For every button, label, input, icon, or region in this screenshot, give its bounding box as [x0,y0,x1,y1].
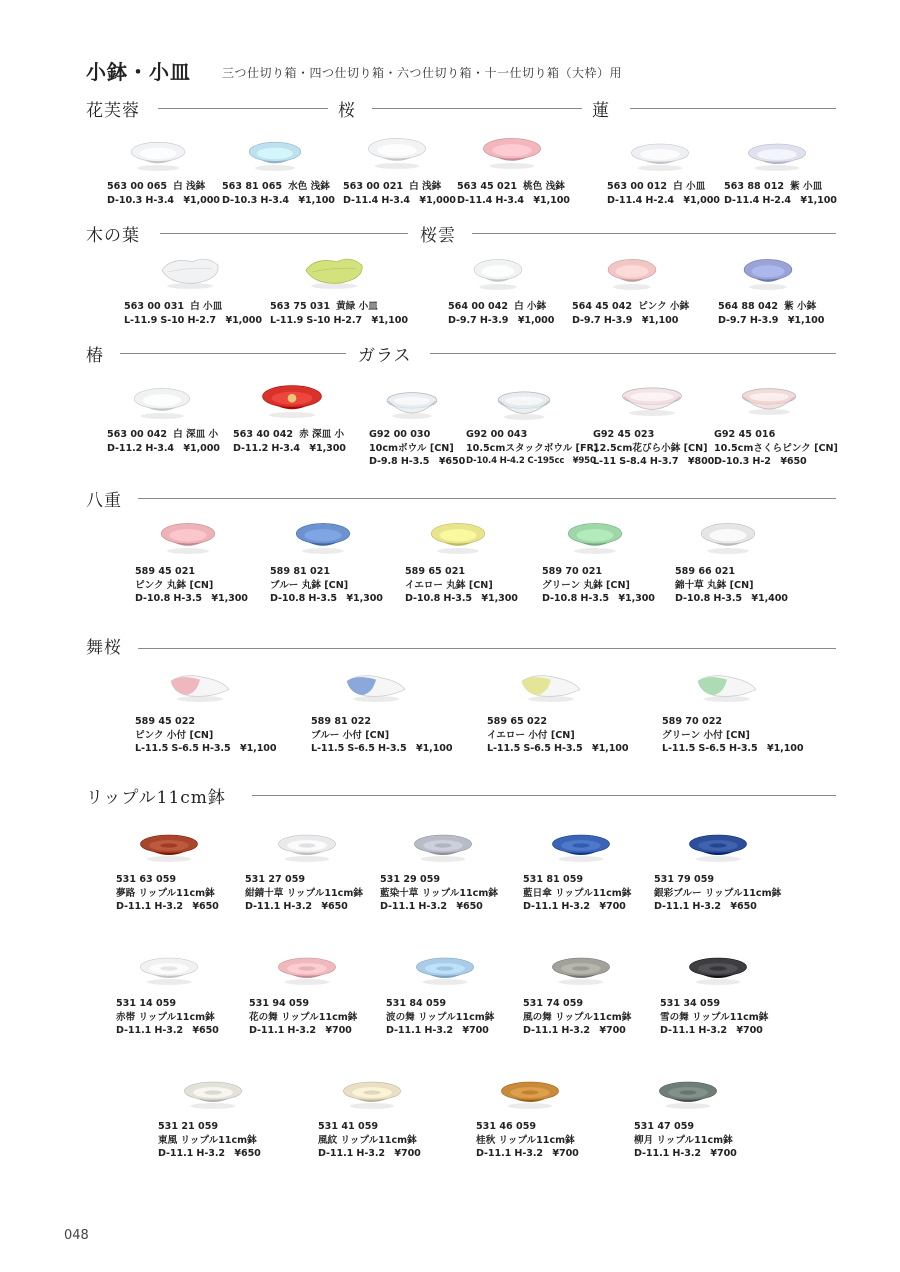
product-image [687,832,749,866]
product-item [124,300,262,327]
product-item [107,180,220,207]
product-image [742,256,794,294]
product-name: グリーン 丸鉢 [CN] [542,579,630,591]
product-code: 589 70 021 [542,566,603,577]
product-name: ブルー 丸鉢 [CN] [270,579,349,591]
product-image [247,139,303,175]
product-name: 赤帯 リップル11cm鉢 [116,1011,215,1023]
rule-fuyo [158,108,328,109]
product-image [740,385,798,419]
product-code: 563 81 065 [222,181,283,192]
product-code: 563 00 021 [343,181,404,192]
product-image [606,256,658,294]
product-code: 531 14 059 [116,998,177,1009]
product-code: 563 75 031 [270,301,331,312]
product-spec: D-11.1 H-3.2 ¥650 [380,901,483,912]
product-name: 白 小鉢 [514,301,547,312]
page-number: 048 [64,1228,89,1243]
product-spec: L-11.9 S-10 H-2.7 ¥1,000 [124,314,262,326]
product-image [566,520,624,558]
product-item [318,1120,421,1161]
product-spec: D-9.7 H-3.9 ¥1,100 [718,314,825,326]
section-konoha: 木の葉 [86,221,144,246]
product-spec: D-10.8 H-3.5 ¥1,300 [405,593,518,604]
product-spec: D-11.1 H-3.2 ¥650 [116,1025,219,1036]
product-code: G92 00 030 [369,429,431,440]
product-image [276,955,338,989]
product-code: G92 00 043 [466,429,528,440]
product-image [499,1079,561,1113]
product-image [302,255,366,293]
rule-sakura [372,108,582,109]
product-spec: D-10.3 H-3.4 ¥1,100 [222,194,335,206]
product-spec: D-10.3 H-2 ¥650 [714,456,807,467]
section-hasu: 蓮 [592,96,614,121]
section-tsubaki: 椿 [86,341,108,366]
product-image [412,832,474,866]
product-name: 白 深皿 小 [173,429,219,440]
rule-konoha [160,233,408,234]
product-item [457,180,570,207]
product-item [222,180,335,207]
product-name: 銀彩ブルー リップル11cm鉢 [654,887,782,899]
product-item [369,428,465,469]
product-image [414,955,476,989]
product-code: 531 29 059 [380,874,441,885]
product-image [168,670,232,706]
product-name: 桃色 浅鉢 [523,181,565,192]
product-code: 531 94 059 [249,998,310,1009]
product-name: 10.5cmスタックボウル [FR] [466,442,599,454]
product-name: 波の舞 リップル11cm鉢 [386,1011,495,1023]
product-name: 風紋 リップル11cm鉢 [318,1134,417,1146]
product-name: 花の舞 リップル11cm鉢 [249,1011,358,1023]
product-item [245,873,363,914]
product-spec: D-11.1 H-3.2 ¥650 [654,901,757,912]
section-ripple: リップル11cm鉢 [86,783,230,808]
product-item [270,300,408,327]
product-code: 531 27 059 [245,874,306,885]
section-fuyo: 花芙蓉 [86,96,144,121]
product-spec: D-9.8 H-3.5 ¥650 [369,456,466,467]
product-name: 白 浅鉢 [173,181,206,192]
page-subtitle: 三つ仕切り箱・四つ仕切り箱・六つ仕切り箱・十一仕切り箱（大枠）用 [222,66,623,80]
rule-maisakura [138,648,836,649]
product-image [472,256,524,294]
product-name: 10cmボウル [CN] [369,442,454,454]
rule-hasu [630,108,836,109]
product-code: G92 45 023 [593,429,655,440]
product-image [260,382,324,422]
product-image [132,385,192,423]
product-item [448,300,554,327]
product-spec: L-11.5 S-6.5 H-3.5 ¥1,100 [135,743,277,754]
product-image [158,255,222,293]
product-code: 563 88 012 [724,181,785,192]
page-title: 小鉢・小皿 [86,60,191,84]
product-code: 531 47 059 [634,1121,695,1132]
product-code: 563 00 012 [607,181,668,192]
product-image [481,135,543,173]
product-image [746,141,808,175]
rule-sakuragumo [472,233,836,234]
product-item [662,715,803,756]
product-code: 564 88 042 [718,301,779,312]
product-code: 531 81 059 [523,874,584,885]
product-item [714,428,838,469]
section-sakuragumo: 桜雲 [420,221,460,246]
product-item [158,1120,261,1161]
product-code: 589 65 021 [405,566,466,577]
product-code: 531 41 059 [318,1121,379,1132]
product-image [519,670,583,706]
product-image [550,955,612,989]
product-spec: L-11 S-8.4 H-3.7 ¥800 [593,456,715,467]
rule-yae [138,498,836,499]
product-spec: D-9.7 H-3.9 ¥1,100 [572,314,679,326]
section-yae: 八重 [86,486,126,511]
product-code: 531 79 059 [654,874,715,885]
product-spec: L-11.9 S-10 H-2.7 ¥1,100 [270,314,408,326]
product-name: 藍日傘 リップル11cm鉢 [523,887,632,899]
section-sakura: 桜 [338,96,360,121]
product-spec: D-10.8 H-3.5 ¥1,300 [135,593,248,604]
product-code: 531 46 059 [476,1121,537,1132]
product-item [523,873,631,914]
product-image [182,1079,244,1113]
product-item [116,997,219,1038]
product-item [660,997,768,1038]
product-code: 531 63 059 [116,874,177,885]
product-code: 563 00 031 [124,301,185,312]
product-name: 白 小皿 [673,181,706,192]
product-image [276,832,338,866]
product-code: 531 74 059 [523,998,584,1009]
product-spec: D-10.4 H-4.2 C-195cc ¥950 [466,456,596,466]
product-spec: D-10.8 H-3.5 ¥1,300 [542,593,655,604]
product-item [107,428,220,455]
product-name: 12.5cm花びら小鉢 [CN] [593,442,708,454]
product-image [341,1079,403,1113]
product-name: 紫 小皿 [790,181,823,192]
product-name: 紺錆十草 リップル11cm鉢 [245,887,363,899]
product-image [129,139,187,175]
product-spec: D-11.1 H-3.2 ¥650 [116,901,219,912]
product-name: イエロー 丸鉢 [CN] [405,579,493,591]
product-code: 563 00 042 [107,429,168,440]
product-spec: D-11.1 H-3.2 ¥700 [634,1148,737,1159]
product-code: 589 45 022 [135,716,196,727]
product-image [620,384,684,420]
product-name: ブルー 小付 [CN] [311,729,390,741]
product-item [542,565,655,606]
product-image [687,955,749,989]
product-name: 白 小皿 [190,301,223,312]
product-name: 雪の舞 リップル11cm鉢 [660,1011,769,1023]
product-code: 563 00 065 [107,181,168,192]
product-image [496,388,552,424]
product-item [718,300,824,327]
product-image [657,1079,719,1113]
product-name: ピンク 小付 [CN] [135,729,214,741]
product-spec: L-11.5 S-6.5 H-3.5 ¥1,100 [662,743,804,754]
product-name: ピンク 丸鉢 [CN] [135,579,214,591]
product-image [159,520,217,558]
product-spec: L-11.5 S-6.5 H-3.5 ¥1,100 [311,743,453,754]
product-spec: D-11.4 H-2.4 ¥1,100 [724,194,837,206]
rule-tsubaki [120,353,346,354]
product-code: 589 66 021 [675,566,736,577]
product-code: 531 21 059 [158,1121,219,1132]
product-name: 風の舞 リップル11cm鉢 [523,1011,632,1023]
product-name: 東風 リップル11cm鉢 [158,1134,257,1146]
product-spec: D-11.2 H-3.4 ¥1,000 [107,442,220,454]
product-item [380,873,498,914]
product-code: 589 70 022 [662,716,723,727]
product-item [386,997,494,1038]
product-spec: D-11.1 H-3.2 ¥700 [523,901,626,912]
product-spec: D-11.1 H-3.2 ¥700 [249,1025,352,1036]
product-name: ピンク 小鉢 [638,301,690,312]
product-name: 水色 浅鉢 [288,181,330,192]
product-item [476,1120,579,1161]
section-maisakura: 舞桜 [86,633,126,658]
product-spec: D-11.4 H-3.4 ¥1,100 [457,194,570,206]
product-image [366,135,428,173]
product-item [634,1120,737,1161]
rule-ripple [252,795,836,796]
product-spec: D-11.1 H-3.2 ¥700 [318,1148,421,1159]
product-item [135,565,248,606]
product-spec: D-11.1 H-3.2 ¥650 [158,1148,261,1159]
product-name: 柳月 リップル11cm鉢 [634,1134,733,1146]
product-code: 589 65 022 [487,716,548,727]
product-spec: D-9.7 H-3.9 ¥1,000 [448,314,555,326]
product-code: 589 81 022 [311,716,372,727]
product-spec: D-10.8 H-3.5 ¥1,300 [270,593,383,604]
product-item [135,715,276,756]
product-image [138,832,200,866]
product-spec: D-11.2 H-3.4 ¥1,300 [233,442,346,454]
product-item [654,873,781,914]
product-spec: D-11.1 H-3.2 ¥650 [245,901,348,912]
product-spec: D-11.1 H-3.2 ¥700 [386,1025,489,1036]
product-code: 589 45 021 [135,566,196,577]
product-item [487,715,628,756]
product-image [385,389,439,423]
product-name: 紫 小鉢 [784,301,817,312]
product-name: 桂秋 リップル11cm鉢 [476,1134,575,1146]
product-spec: D-11.4 H-2.4 ¥1,000 [607,194,720,206]
product-item [343,180,456,207]
product-code: G92 45 016 [714,429,776,440]
rule-glass [430,353,836,354]
product-item [607,180,720,207]
product-code: 531 34 059 [660,998,721,1009]
product-code: 564 45 042 [572,301,633,312]
product-spec: D-10.8 H-3.5 ¥1,400 [675,593,788,604]
product-code: 563 45 021 [457,181,518,192]
product-item [523,997,631,1038]
product-code: 563 40 042 [233,429,294,440]
product-item [249,997,357,1038]
product-item [675,565,788,606]
product-name: 錦十草 丸鉢 [CN] [675,579,754,591]
product-image [699,520,757,558]
product-item [311,715,452,756]
product-name: 夢路 リップル11cm鉢 [116,887,215,899]
product-image [429,520,487,558]
product-item [270,565,383,606]
product-item [724,180,837,207]
product-item [466,428,598,469]
product-name: 10.5cmさくらピンク [CN] [714,442,838,454]
product-image [294,520,352,558]
product-name: 赤 深皿 小 [299,429,345,440]
product-image [138,955,200,989]
product-item [572,300,689,327]
product-item [233,428,346,455]
product-image [695,670,759,706]
product-item [593,428,714,469]
product-spec: D-11.1 H-3.2 ¥700 [476,1148,579,1159]
product-name: 黄緑 小皿 [336,301,378,312]
product-name: グリーン 小付 [CN] [662,729,750,741]
product-spec: D-10.3 H-3.4 ¥1,000 [107,194,220,206]
product-spec: L-11.5 S-6.5 H-3.5 ¥1,100 [487,743,629,754]
product-name: 白 浅鉢 [409,181,442,192]
product-item [116,873,219,914]
product-code: 564 00 042 [448,301,509,312]
product-spec: D-11.1 H-3.2 ¥700 [660,1025,763,1036]
product-item [405,565,518,606]
section-glass: ガラス [358,341,416,366]
product-image [344,670,408,706]
product-spec: D-11.4 H-3.4 ¥1,000 [343,194,456,206]
product-image [550,832,612,866]
product-spec: D-11.1 H-3.2 ¥700 [523,1025,626,1036]
product-code: 531 84 059 [386,998,447,1009]
product-name: 藍染十草 リップル11cm鉢 [380,887,498,899]
product-code: 589 81 021 [270,566,331,577]
product-name: イエロー 小付 [CN] [487,729,575,741]
product-image [629,141,691,175]
